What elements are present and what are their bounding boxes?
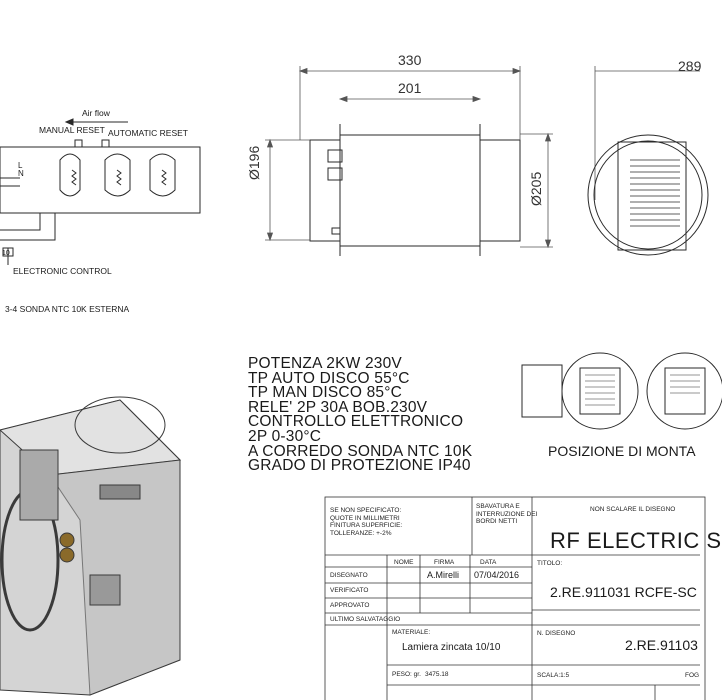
tb-row-verificato: VERIFICATO	[330, 587, 369, 594]
tb-deburr-line: BORDI NETTI	[476, 518, 518, 525]
mount-spigot	[522, 365, 562, 417]
spec-line: RELE' 2P 30A BOB.230V	[248, 398, 428, 416]
tb-n-disegno-value: 2.RE.91103	[625, 637, 698, 653]
automatic-reset-switch	[102, 140, 109, 147]
tb-notes	[330, 507, 402, 537]
tb-data-value: 07/04/2016	[474, 570, 520, 580]
tb-code: 2.RE.911031 RCFE-SC	[550, 584, 697, 600]
tb-titolo-label: TITOLO:	[537, 560, 563, 567]
mounting-position-label: POSIZIONE DI MONTA	[548, 443, 696, 459]
tb-note-line: FINITURA SUPERFICIE:	[330, 522, 403, 529]
iso-gland-2	[60, 548, 74, 562]
airflow-label: Air flow	[82, 108, 110, 118]
manual-reset-label: MANUAL RESET	[39, 125, 105, 135]
iso-gland-1	[60, 533, 74, 547]
tb-col-data: DATA	[480, 559, 497, 566]
tb-peso-value: 3475.18	[425, 671, 449, 678]
manual-reset-switch	[75, 140, 82, 147]
front-duct-circle	[588, 135, 708, 255]
tb-row-disegnato: DISEGNATO	[330, 572, 368, 579]
front-view	[588, 135, 708, 255]
spec-line: TP MAN DISCO 85°C	[248, 384, 403, 402]
tb-col-nome: NOME	[394, 559, 414, 566]
spec-line: GRADO DI PROTEZIONE IP40	[248, 457, 471, 475]
iso-relay	[90, 575, 120, 605]
terminal-10-label: 10	[2, 250, 10, 257]
tb-deburr-line: INTERRUZIONE DEI	[476, 510, 538, 518]
heater-enclosure	[0, 147, 200, 213]
mount-view-1	[562, 353, 638, 429]
isometric-view	[0, 397, 180, 695]
tb-foglio: FOG	[685, 672, 700, 679]
tb-no-scale: NON SCALARE IL DISEGNO	[590, 506, 676, 513]
spec-list	[248, 357, 472, 474]
terminal-l-label: L	[18, 161, 23, 170]
mounting-positions	[522, 353, 722, 429]
dim-label-205: Ø205	[528, 171, 544, 206]
dim-label-289: 289	[678, 58, 702, 74]
dim-label-330: 330	[398, 52, 422, 68]
wiring-diagram	[0, 119, 200, 265]
control-wire	[0, 213, 40, 230]
side-view	[310, 124, 520, 256]
tb-row-ultimo: ULTIMO SALVATAGGIO	[330, 616, 401, 623]
heating-element-3	[150, 154, 175, 196]
dim-label-201: 201	[398, 80, 422, 96]
terminal-n-label: N	[18, 169, 24, 178]
tb-firma-value: A.Mirelli	[427, 570, 460, 580]
tb-deburr	[476, 503, 537, 526]
tb-materiale-label: MATERIALE:	[392, 629, 431, 636]
automatic-reset-label: AUTOMATIC RESET	[108, 128, 188, 138]
outlet-spigot	[480, 140, 520, 241]
tb-n-disegno-label: N. DISEGNO	[537, 630, 576, 637]
tb-row-approvato: APPROVATO	[330, 602, 370, 609]
tb-note-line: QUOTE IN MILLIMETRI	[330, 514, 400, 522]
tb-peso-label: PESO: gr.	[392, 671, 421, 678]
spec-line: POTENZA 2KW 230V	[248, 355, 402, 372]
spec-line: TP AUTO DISCO 55°C	[248, 369, 410, 387]
inlet-spigot	[310, 140, 340, 241]
iso-controller	[20, 450, 58, 520]
tb-title: RF ELECTRIC S	[550, 528, 722, 553]
dim-label-196: Ø196	[246, 145, 262, 180]
heater-body	[340, 135, 480, 246]
tb-materiale-value: Lamiera zincata 10/10	[402, 642, 501, 653]
heating-element-1	[60, 154, 80, 196]
spec-line: CONTROLLO ELETTRONICO	[248, 413, 464, 431]
tb-col-firma: FIRMA	[434, 559, 455, 566]
spec-line: A CORREDO SONDA NTC 10K	[248, 442, 473, 460]
tb-scala: SCALA:1:5	[537, 672, 570, 679]
ntc-probe-label: 3-4 SONDA NTC 10K ESTERNA	[5, 304, 130, 314]
mount-view-2	[647, 353, 722, 429]
electronic-control-label: ELECTRONIC CONTROL	[13, 266, 112, 276]
tb-deburr-line: SBAVATURA E	[476, 503, 520, 510]
tb-note-line: TOLLERANZE: +-2%	[330, 529, 392, 537]
spec-line: 2P 0-30°C	[248, 427, 322, 445]
tb-note-line: SE NON SPECIFICATO:	[330, 507, 402, 514]
